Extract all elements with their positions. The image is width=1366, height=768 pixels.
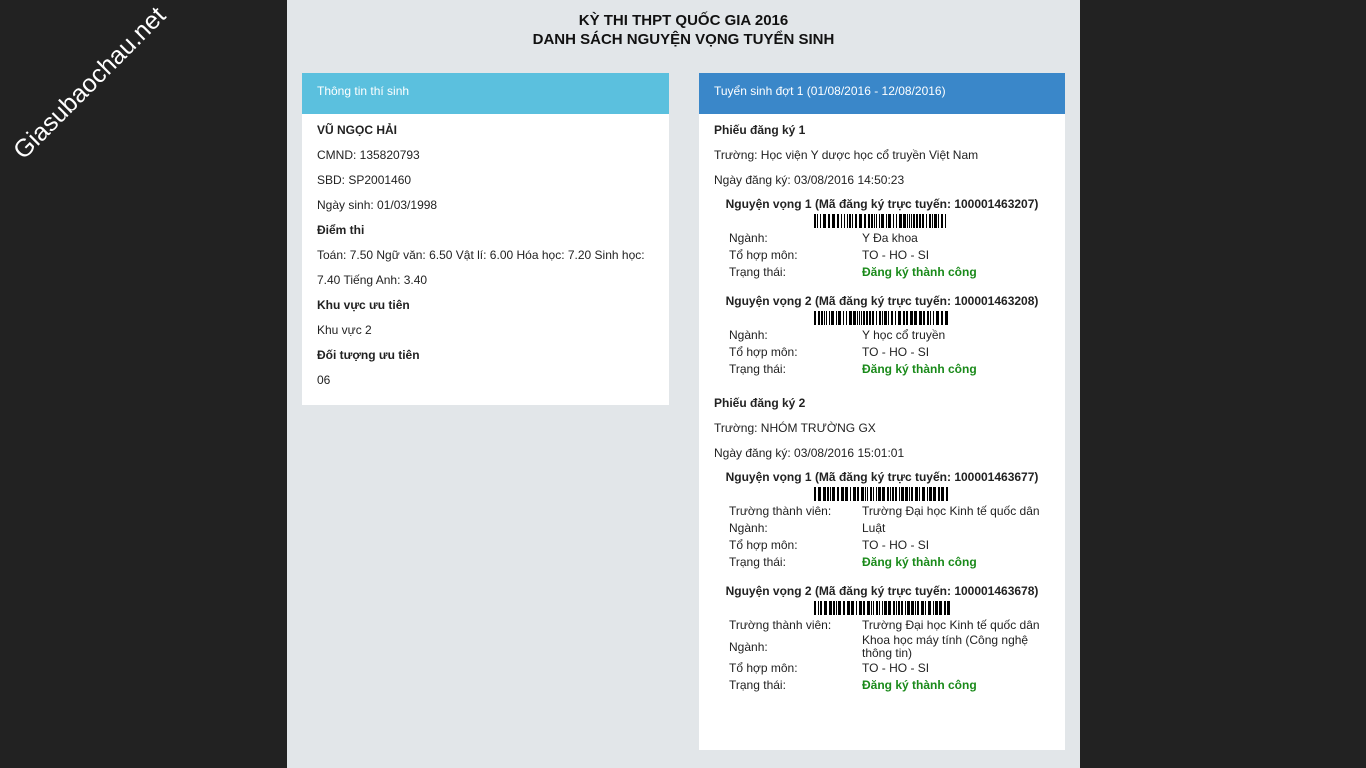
barcode-icon [814,487,950,501]
major-label: Ngành: [729,639,768,654]
major-value: Y Đa khoa [862,231,918,245]
status-label: Trạng thái: [729,265,786,279]
student-sbd: SBD: SP2001460 [317,173,412,187]
form-2-school: Trường: NHÓM TRƯỜNG GX [714,421,876,435]
choice-title: Nguyện vọng 2 (Mã đăng ký trực tuyến: 100001463208) [725,294,1039,308]
barcode-icon [814,214,950,228]
form-2-choice-1 [714,469,1050,571]
form-2-title: Phiếu đăng ký 2 [714,396,806,410]
combo-value: TO - HO - SI [862,661,930,675]
priority-region-value: Khu vực 2 [317,323,372,337]
major-value: Luật [862,521,886,535]
scores-line-1: Toán: 7.50 Ngữ văn: 6.50 Vật lí: 6.00 Hóa học: 7.20 Sinh học: [317,248,645,262]
exam-title: KỲ THI THPT QUỐC GIA 2016 [578,12,789,29]
barcode-icon [814,311,950,325]
combo-value: TO - HO - SI [862,538,930,552]
priority-region-label: Khu vực ưu tiên [317,298,410,312]
page-title [287,11,1080,49]
combo-label: Tổ hợp môn: [729,661,798,675]
student-name: VŨ NGỌC HẢI [317,123,398,137]
scores-label: Điểm thi [317,223,365,237]
list-title: DANH SÁCH NGUYỆN VỌNG TUYỂN SINH [532,31,835,48]
status-value: Đăng ký thành công [862,678,977,692]
major-value: Khoa học máy tính (Công nghệ thông tin) [862,633,1029,660]
status-label: Trạng thái: [729,362,786,376]
major-label: Ngành: [729,231,768,245]
scores-line-2: 7.40 Tiếng Anh: 3.40 [317,273,428,287]
student-info-panel [302,73,669,405]
form-1-title: Phiếu đăng ký 1 [714,123,806,137]
combo-label: Tổ hợp môn: [729,538,798,552]
form-2-choice-2 [714,583,1050,694]
major-label: Ngành: [729,521,768,535]
member-value: Trường Đại học Kinh tế quốc dân [862,618,1040,632]
watermark-text: Giasubaochau.net [8,1,172,165]
member-label: Trường thành viên: [729,504,832,518]
student-cmnd: CMND: 135820793 [317,148,420,162]
priority-group-label: Đối tượng ưu tiên [317,348,420,362]
student-dob: Ngày sinh: 01/03/1998 [317,198,438,212]
combo-label: Tổ hợp môn: [729,345,798,359]
combo-value: TO - HO - SI [862,248,930,262]
form-2-date: Ngày đăng ký: 03/08/2016 15:01:01 [714,446,905,460]
choice-title: Nguyện vọng 1 (Mã đăng ký trực tuyến: 100001463677) [725,470,1039,484]
status-value: Đăng ký thành công [862,265,977,279]
status-label: Trạng thái: [729,555,786,569]
status-value: Đăng ký thành công [862,555,977,569]
student-info-heading: Thông tin thí sinh [302,73,669,114]
results-page [287,0,1080,768]
form-1-date: Ngày đăng ký: 03/08/2016 14:50:23 [714,173,905,187]
form-1-choice-2 [714,293,1050,378]
form-1-choice-1 [714,196,1050,281]
priority-group-value: 06 [317,373,331,387]
choice-title: Nguyện vọng 1 (Mã đăng ký trực tuyến: 100001463207) [725,197,1039,211]
combo-value: TO - HO - SI [862,345,930,359]
form-1-school: Trường: Học viện Y dược học cổ truyền Việt Nam [714,148,979,162]
major-value: Y học cổ truyền [862,328,946,342]
member-value: Trường Đại học Kinh tế quốc dân [862,504,1040,518]
admission-heading: Tuyển sinh đợt 1 (01/08/2016 - 12/08/2016) [699,73,1065,114]
status-label: Trạng thái: [729,678,786,692]
member-label: Trường thành viên: [729,618,832,632]
admission-panel [699,73,1065,750]
major-label: Ngành: [729,328,768,342]
barcode-icon [814,601,950,615]
choice-title: Nguyện vọng 2 (Mã đăng ký trực tuyến: 100001463678) [725,584,1039,598]
combo-label: Tổ hợp môn: [729,248,798,262]
status-value: Đăng ký thành công [862,362,977,376]
